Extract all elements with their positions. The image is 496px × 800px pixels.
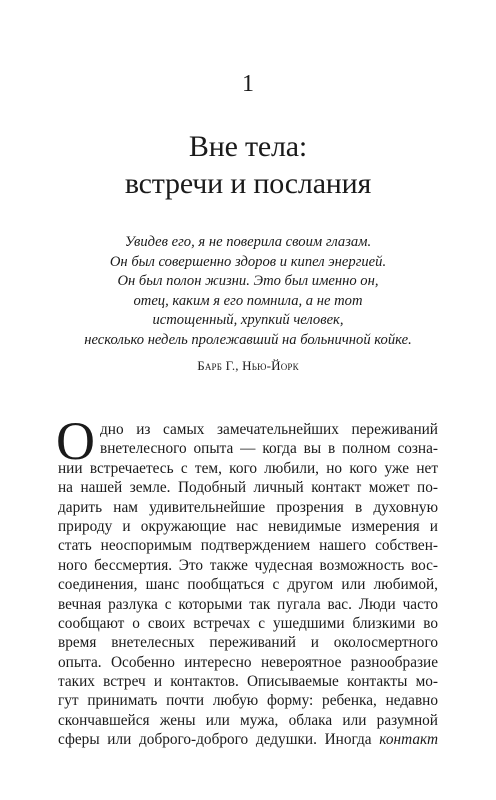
epigraph-line: истощенный, хрупкий человек, (152, 312, 344, 329)
epigraph-line: Он был совершенно здоров и кипел энергией. (109, 253, 387, 270)
epigraph-line: отец, каким я его помнила, а не тот (133, 292, 363, 309)
body-line: стать неоспоримым подтверждением нашего собствен- (58, 537, 438, 555)
body-line: сообщают о своих встречах с ушедшими близкими во (58, 614, 438, 632)
body-line: внетелесного опыта — когда вы в полном созна- (100, 440, 438, 458)
chapter-title-line-1: Вне тела: (188, 130, 308, 163)
body-line: таких встреч и контактов. Описываемые контакты мо- (58, 673, 438, 691)
body-line: нии встречаетесь с тем, кого любили, но кого уже нет (58, 459, 438, 477)
body-line: вечная разлука с которыми так пугала вас. Люди часто (58, 595, 438, 613)
epigraph-line: Увидев его, я не поверила своим глазам. (124, 234, 372, 250)
body-line: опыта. Особенно интересно невероятное разнообразие (58, 653, 438, 671)
body-line: дно из самых замечательнейших переживаний (100, 421, 438, 438)
body-line: соединения, шанс пообщаться с другом или любимой, (58, 576, 438, 594)
epigraph (40, 233, 456, 351)
chapter-title (0, 128, 496, 202)
body-line-text: сферы или доброго-доброго дедушки. Иногда (58, 731, 380, 749)
body-paragraph (58, 420, 438, 750)
body-line: ного бессмертия. Это также чудесная возможность вос- (58, 556, 438, 574)
body-line: на нашей земле. Подобный личный контакт может по- (58, 479, 438, 497)
epigraph-line: несколько недель пролежавший на больничной койке. (84, 331, 412, 348)
drop-cap: О (56, 411, 95, 471)
body-line: время внетелесных переживаний и околосмертного (58, 634, 438, 652)
body-line-italic-word: контакт (379, 731, 438, 749)
body-line-last (58, 730, 438, 749)
chapter-number: 1 (242, 71, 254, 97)
body-line: скончавшейся жены или мужа, облака или разумной (58, 711, 438, 729)
body-line: гут принимать почти любую форму: ребенка, недавно (58, 692, 438, 710)
epigraph-attribution: Барб Г., Нью-Йорк (197, 358, 299, 373)
body-line: природу и окружающие нас невидимые измерения и (58, 517, 438, 535)
chapter-title-line-2: встречи и послания (124, 167, 372, 200)
epigraph-line: Он был полон жизни. Это был именно он, (117, 273, 379, 290)
body-line: дарить нам удивительнейшие прозрения в духовную (58, 498, 438, 516)
